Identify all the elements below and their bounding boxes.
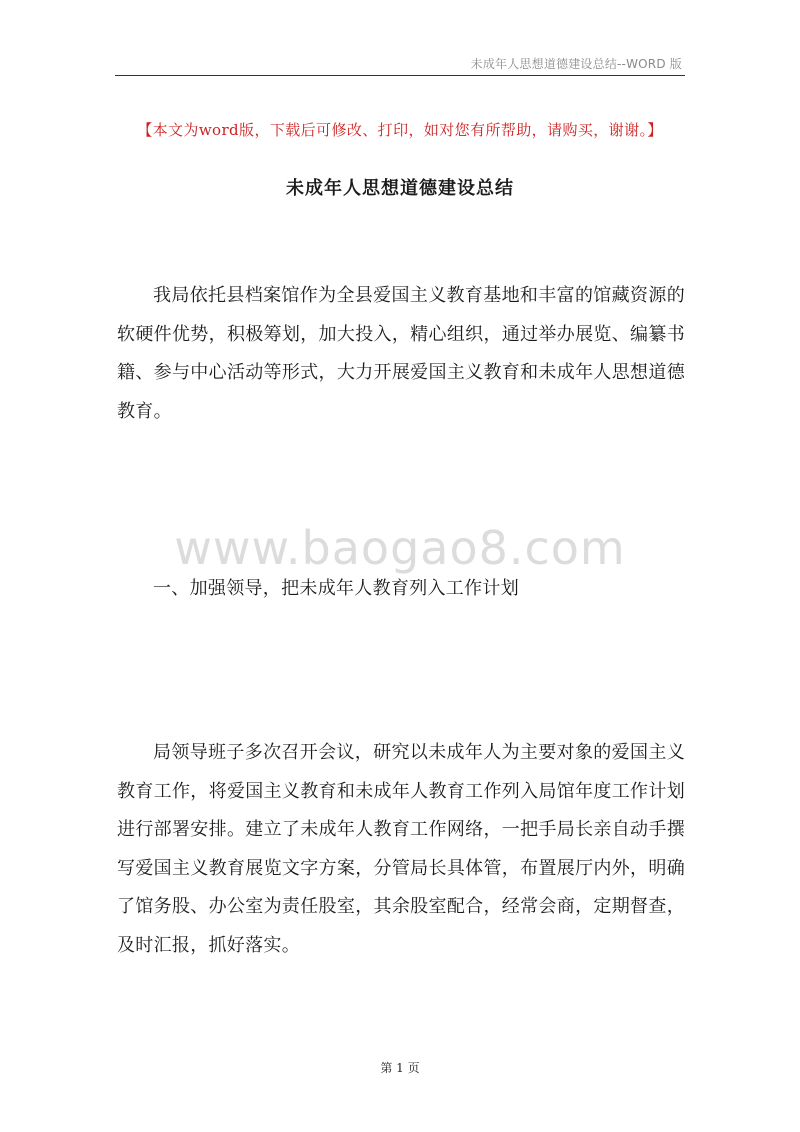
body-paragraph: 局领导班子多次召开会议，研究以未成年人为主要对象的爱国主义教育工作，将爱国主义教育和未成年人教育工作列入局馆年度工作计划进行部署安排。建立了未成年人教育工作网络，一把手局长亲自动手撰写爱国主义教育展览文字方案，分管局长具体管，布置展厅内外，明确了馆务股、办公室为责任股室，其余股室配合，经常会商，定期督查，及时汇报，抓好落实。 [117,742,685,956]
running-header: 未成年人思想道德建设总结--WORD 版 [470,57,682,71]
document-title: 未成年人思想道德建设总结 [286,178,514,199]
intro-paragraph: 我局依托县档案馆作为全县爱国主义教育基地和丰富的馆藏资源的软硬件优势，积极筹划，加大投入，精心组织，通过举办展览、编纂书籍、参与中心活动等形式，大力开展爱国主义教育和未成年人思想道德教育。 [117,285,685,422]
download-notice: 【本文为word版，下载后可修改、打印，如对您有所帮助，请购买，谢谢。】 [137,121,663,139]
section-heading: 一、加强领导，把未成年人教育列入工作计划 [153,578,519,599]
watermark: www.baogao8.com [174,521,626,575]
header-divider [115,75,685,76]
page-number: 第 1 页 [380,1061,420,1075]
